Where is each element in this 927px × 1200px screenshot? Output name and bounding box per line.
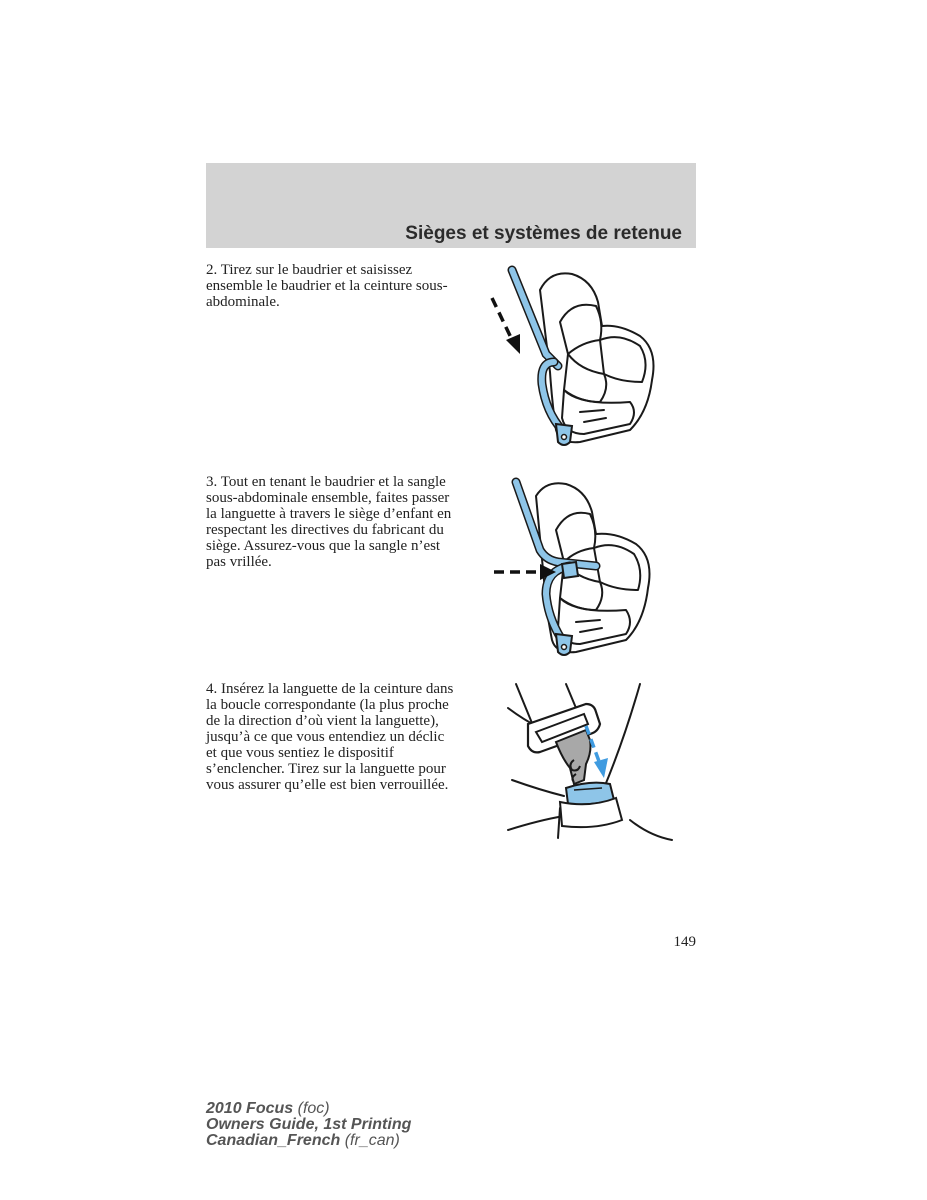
footer-language: Canadian_French: [206, 1132, 341, 1149]
footer-language-code: (fr_can): [344, 1132, 400, 1149]
footer-line-guide: [206, 1117, 411, 1133]
footer-model: 2010 Focus: [206, 1100, 294, 1117]
buckle-insert-illustration: [500, 680, 680, 848]
section-title: Sièges et systèmes de retenue: [405, 223, 682, 244]
footer-line-model: [206, 1101, 411, 1117]
page-number: 149: [673, 934, 696, 950]
footer-line-language: [206, 1133, 411, 1149]
child-seat-route-tongue-illustration: [480, 476, 680, 666]
step-2-text: 2. Tirez sur le baudrier et saisissez ensemble le baudrier et la ceinture sous-abdominale.: [206, 262, 448, 310]
step-4-text: 4. Insérez la languette de la ceinture dans la boucle correspondante (la plus proche de la direction d’où vient la languette), jusqu’à ce que vous entendiez un déclic et que vous sentiez le dispositif s’enclencher. Tirez sur la languette pour vous assurer qu’elle est bien verrouillée.: [206, 681, 454, 793]
child-seat-pull-belt-illustration: [480, 262, 680, 462]
footer-model-code: (foc): [297, 1100, 330, 1117]
footer-guide: Owners Guide, 1st Printing: [206, 1116, 412, 1133]
step-3-text: 3. Tout en tenant le baudrier et la sangle sous-abdominale ensemble, faites passer la languette à travers le siège d’enfant en respectant les directives du fabricant du siège. Assurez-vous que la sangle n’est pas vrillée.: [206, 474, 452, 570]
print-footer: [206, 1101, 411, 1149]
section-header-band: [206, 163, 696, 248]
